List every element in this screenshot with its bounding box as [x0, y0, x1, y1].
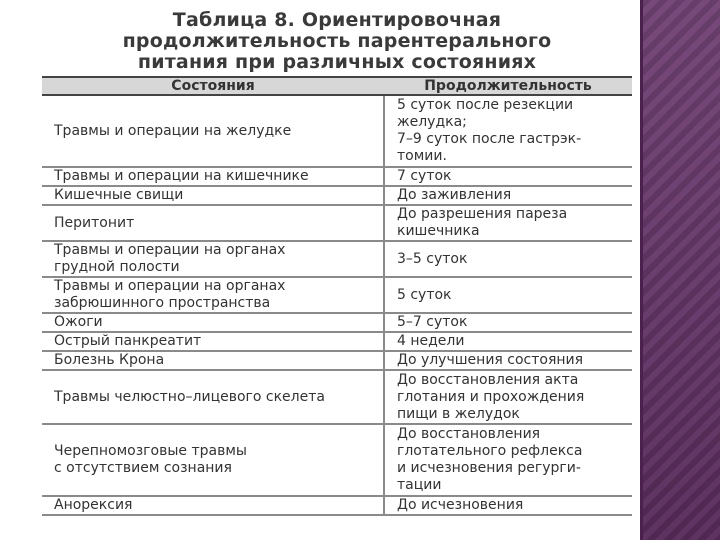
- table-row: [42, 241, 632, 277]
- table-row: [42, 313, 632, 332]
- table-row: [42, 205, 632, 241]
- table-row: [42, 277, 632, 313]
- document-page: [42, 10, 632, 530]
- duration-cell: 5–7 суток: [384, 313, 632, 332]
- duration-cell: 3–5 суток: [384, 241, 632, 277]
- table-title: [42, 10, 632, 73]
- duration-cell: До заживления: [384, 186, 632, 205]
- decorative-side-panel: [643, 0, 720, 540]
- condition-cell: Травмы и операции на желудке: [42, 95, 384, 167]
- duration-cell: До восстановления акта глотания и прохождения пищи в желудок: [384, 370, 632, 424]
- condition-cell: Перитонит: [42, 205, 384, 241]
- side-panel-border: [640, 0, 643, 540]
- table-row: [42, 424, 632, 496]
- table-header-row: [42, 77, 632, 95]
- title-line-1: Таблица 8. Ориентировочная: [172, 9, 502, 31]
- table-row: [42, 332, 632, 351]
- condition-cell: Черепномозговые травмы с отсутствием сознания: [42, 424, 384, 496]
- table-row: [42, 167, 632, 186]
- duration-cell: До улучшения состояния: [384, 351, 632, 370]
- duration-cell: 5 суток после резекции желудка; 7–9 суток после гастрэк- томии.: [384, 95, 632, 167]
- condition-cell: Травмы и операции на органах грудной полости: [42, 241, 384, 277]
- condition-cell: Травмы и операции на органах забрюшинного пространства: [42, 277, 384, 313]
- table-row: [42, 496, 632, 515]
- table-row: [42, 186, 632, 205]
- duration-cell: 7 суток: [384, 167, 632, 186]
- duration-cell: До разрешения пареза кишечника: [384, 205, 632, 241]
- table-row: [42, 370, 632, 424]
- duration-table: [42, 76, 632, 516]
- condition-cell: Ожоги: [42, 313, 384, 332]
- condition-cell: Кишечные свищи: [42, 186, 384, 205]
- duration-cell: 4 недели: [384, 332, 632, 351]
- condition-cell: Травмы и операции на кишечнике: [42, 167, 384, 186]
- condition-cell: Травмы челюстно–лицевого скелета: [42, 370, 384, 424]
- header-conditions: Состояния: [42, 77, 384, 95]
- condition-cell: Болезнь Крона: [42, 351, 384, 370]
- condition-cell: Анорексия: [42, 496, 384, 515]
- condition-cell: Острый панкреатит: [42, 332, 384, 351]
- duration-cell: До исчезновения: [384, 496, 632, 515]
- table-row: [42, 351, 632, 370]
- header-duration: Продолжительность: [384, 77, 632, 95]
- duration-cell: До восстановления глотательного рефлекса и исчезновения регурги- тации: [384, 424, 632, 496]
- title-line-2: продолжительность парентерального: [122, 30, 552, 52]
- title-line-3: питания при различных состояниях: [137, 51, 537, 73]
- duration-cell: 5 суток: [384, 277, 632, 313]
- table-row: [42, 95, 632, 167]
